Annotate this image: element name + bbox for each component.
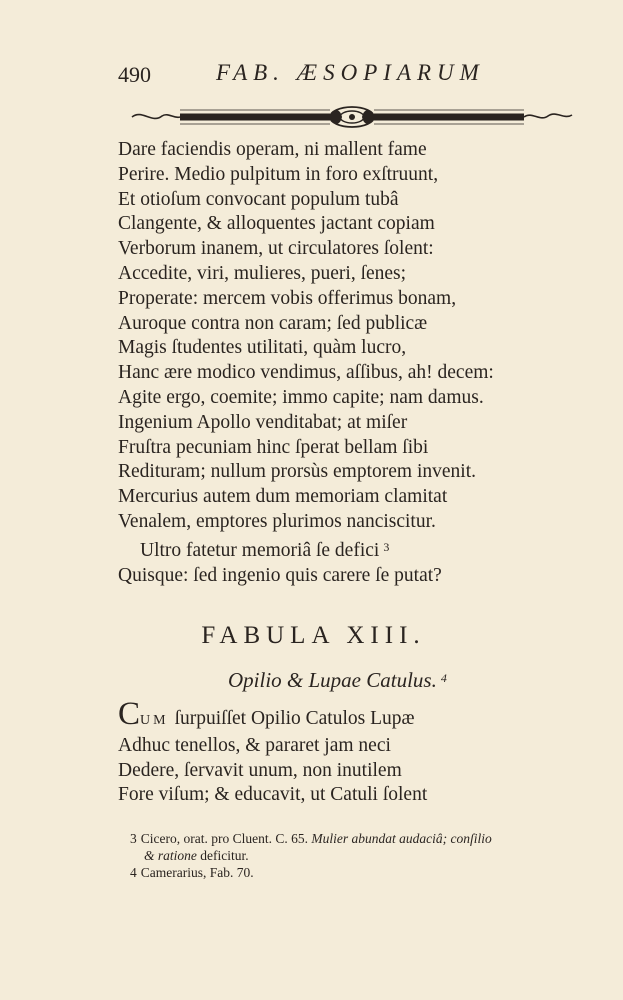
verse-line-indented (118, 535, 548, 564)
verse-line: Properate: mercem vobis offerimus bonam, (118, 287, 457, 309)
verse-line: Auroque contra non caram; ſed publicæ (118, 312, 428, 334)
footnote-4 (130, 864, 600, 881)
verse-line: Ingenium Apollo venditabat; at miſer (118, 411, 408, 433)
drop-cap: C (118, 696, 141, 732)
page-number: 490 (118, 62, 151, 87)
fable-text (118, 696, 558, 808)
footnote-source: Camerarius, Fab. 70. (140, 865, 254, 880)
running-head (118, 60, 518, 94)
verse-line: Agite ergo, coemite; immo capite; nam damus. (118, 386, 484, 408)
fable-subtitle-text: Opilio & Lupae Catulus. (228, 668, 437, 692)
footnote-mark: 3 (130, 831, 137, 846)
footnote-quote: Mulier abundat audaciâ; conſilio (311, 831, 492, 846)
footnote-source: Cicero, orat. pro Cluent. C. 65. (140, 831, 308, 846)
footnote-tail: deficitur. (200, 848, 249, 863)
footnotes (130, 830, 600, 881)
verse-line: Verborum inanem, ut circulatores ſolent: (118, 238, 434, 260)
footnote-3 (130, 830, 600, 847)
verse-line-text: Ultro fatetur memoriâ ſe defici (140, 539, 380, 561)
footnote-quote-continued: & ratione (144, 848, 197, 863)
fable-first-line (118, 696, 558, 734)
first-line-text: ſurpuiſſet Opilio Catulos Lupæ (174, 708, 415, 729)
running-title: FAB. ÆSOPIARUM (216, 60, 485, 85)
verse-line: Redituram; nullum prorsùs emptorem invenit. (118, 461, 476, 483)
fable-heading: FABULA XIII. (201, 622, 426, 649)
ornament-rule (128, 104, 576, 130)
verse-line: Et otioſum convocant populum tubâ (118, 188, 399, 210)
verse-line: Perire. Medio pulpitum in foro exſtruunt, (118, 163, 439, 185)
footnote-mark: 4 (130, 865, 137, 880)
first-word-small-caps: UM (140, 713, 169, 728)
fable-subtitle (228, 668, 447, 693)
verse-line: Fruſtra pecuniam hinc ſperat bellam ſibi (118, 436, 429, 458)
verse-line: Clangente, & alloquentes jactant copiam (118, 213, 435, 235)
verse-line: Venalem, emptores plurimos nanciscitur. (118, 510, 436, 532)
footnote-3-continued (130, 847, 600, 864)
verse-line: Hanc ære modico vendimus, aſſibus, ah! decem: (118, 362, 494, 384)
verse-line: Dare faciendis operam, ni mallent fame (118, 139, 427, 160)
fable-line: Adhuc tenellos, & pararet jam neci (118, 734, 391, 756)
footnote-reference: 3 (383, 539, 390, 554)
fable-line: Dedere, ſervavit unum, non inutilem (118, 759, 402, 781)
verse-line: Accedite, viri, mulieres, pueri, ſenes; (118, 262, 407, 284)
verse-line: Quisque: ſed ingenio quis carere ſe putat? (118, 564, 442, 586)
verse-line: Mercurius autem dum memoriam clamitat (118, 486, 448, 508)
verse-block (118, 138, 548, 588)
fable-line: Fore viſum; & educavit, ut Catuli ſolent (118, 784, 428, 806)
verse-line: Magis ſtudentes utilitati, quàm lucro, (118, 337, 407, 359)
footnote-reference: 4 (440, 671, 447, 685)
